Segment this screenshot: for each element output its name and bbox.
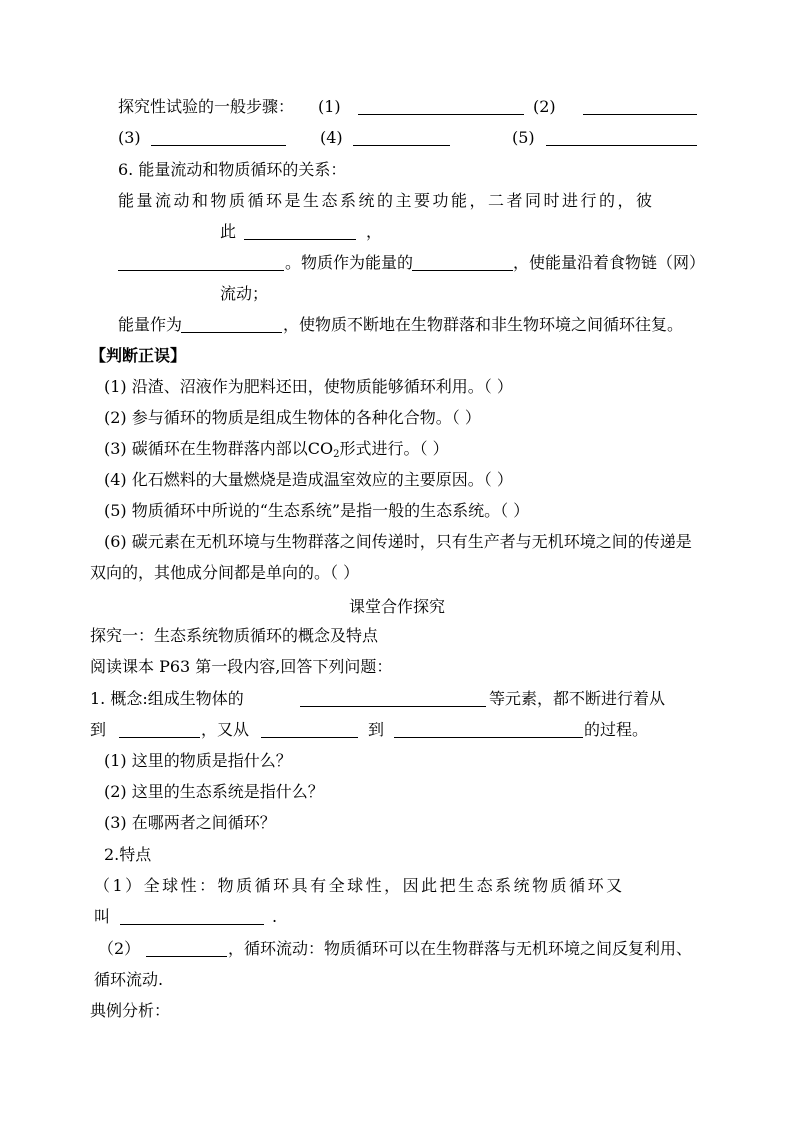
example-heading: 典例分析： xyxy=(90,1001,171,1020)
cycle-line-2: 循环流动. xyxy=(94,970,164,989)
judge-item-1: (1) 沿渣、沼液作为肥料还田，使物质能够循环利用。（ ） xyxy=(104,377,513,396)
question-2: (2) 这里的生态系统是指什么？ xyxy=(104,782,324,801)
judge-item-3: (3) 碳循环在生物群落内部以$CO_2$形式进行。（ ） xyxy=(104,439,449,460)
concept-blank-3[interactable] xyxy=(261,721,358,738)
energy-blank-1[interactable] xyxy=(244,223,356,240)
judge-title: 【判断正误】 xyxy=(90,346,187,365)
energy-line-1: 能量流动和物质循环是生态系统的主要功能，二者同时进行的，彼 xyxy=(118,191,655,210)
step-2-blank[interactable] xyxy=(583,98,697,115)
read-instruction: 阅读课本 P63 第一段内容,回答下列问题： xyxy=(90,657,393,676)
judge-item-6-cont: 双向的，其他成分间都是单向的。（ ） xyxy=(90,563,360,582)
judge-item-6: (6) 碳元素在无机环境与生物群落之间传递时，只有生产者与无机环境之间的传递是 xyxy=(104,532,692,551)
energy-blank-2[interactable] xyxy=(118,254,284,271)
step-5-number: (5) xyxy=(512,128,535,147)
explore-1-heading: 探究一：生态系统物质循环的概念及特点 xyxy=(90,626,379,645)
cycle-blank[interactable] xyxy=(146,940,227,957)
step-1-number: (1) xyxy=(318,97,341,116)
judge-item-5: (5) 物质循环中所说的“生态系统”是指一般的生态系统。（ ） xyxy=(104,501,530,520)
energy-blank-3[interactable] xyxy=(412,254,513,271)
steps-label: 探究性试验的一般步骤： xyxy=(118,97,295,116)
concept-blank-4[interactable] xyxy=(394,721,583,738)
energy-blank-4[interactable] xyxy=(181,316,282,333)
step-2-number: (2) xyxy=(533,97,556,116)
step-4-number: (4) xyxy=(320,128,343,147)
global-blank[interactable] xyxy=(120,908,264,925)
step-3-number: (3) xyxy=(118,128,141,147)
step-4-blank[interactable] xyxy=(353,129,450,146)
concept-blank-2[interactable] xyxy=(119,721,200,738)
question-1: (1) 这里的物质是指什么？ xyxy=(104,751,292,770)
energy-line-4: 流动； xyxy=(220,284,269,303)
concept-blank-1[interactable] xyxy=(300,690,486,707)
energy-heading: 6. 能量流动和物质循环的关系： xyxy=(118,160,347,179)
step-5-blank[interactable] xyxy=(546,129,697,146)
step-1-blank[interactable] xyxy=(358,98,524,115)
question-3: (3) 在哪两者之间循环？ xyxy=(104,813,276,832)
features-heading: 2.特点 xyxy=(104,845,152,864)
worksheet-page: 探究性试验的一般步骤： (1) (2) (3) (4) (5) 6. 能量流动和物质循环的关系： 能量流动和物质循环是生态系统的主要功能，二者同时进行的，彼 此 ， 。物质作为能量的 ，使能量沿着食物链（网） 流动； 能量作为 ，使物质不断地在生物群落和非生物环境之间循环往复。 【判断正误】 (1) 沿渣、沼液作为肥料还田，使物质能够循环利用。（ ） (2) 参与循环的物质是组成生物体的各种化合物。（ ） (3) 碳循环在生物群落内部以$CO_2$形式进行。（ ） (4) 化石燃料的大量燃烧是造成温室效应的主要原因。（ ） (5) 物质循环中所说的“生态系统”是指一般的生态系统。（ ） (6) 碳元素在无机环境与生物群落之间传递时，只有生产者与无机环境之间的传递是 双向的，其他成分间都是单向的。（ ） 课堂合作探究 探究一：生态系统物质循环的概念及特点 阅读课本 P63 第一段内容,回答下列问题： 1. 概念:组成生物体的 等元素，都不断进行着从 到 ，又从 到 的过程。 (1) 这里的物质是指什么？ (2) 这里的生态系统是指什么？ (3) 在哪两者之间循环？ 2.特点 （1）全球性：物质循环具有全球性，因此把生态系统物质循环又 叫 . （2） ，循环流动：物质循环可以在生物群落与无机环境之间反复利用、 循环流动. 典例分析： xyxy=(0,0,794,1123)
global-line-1: （1）全球性：物质循环具有全球性，因此把生态系统物质循环又 xyxy=(94,876,625,895)
step-3-blank[interactable] xyxy=(151,129,286,146)
section-title: 课堂合作探究 xyxy=(348,597,445,616)
judge-item-2: (2) 参与循环的物质是组成生物体的各种化合物。（ ） xyxy=(104,408,481,427)
judge-item-4: (4) 化石燃料的大量燃烧是造成温室效应的主要原因。（ ） xyxy=(104,470,513,489)
